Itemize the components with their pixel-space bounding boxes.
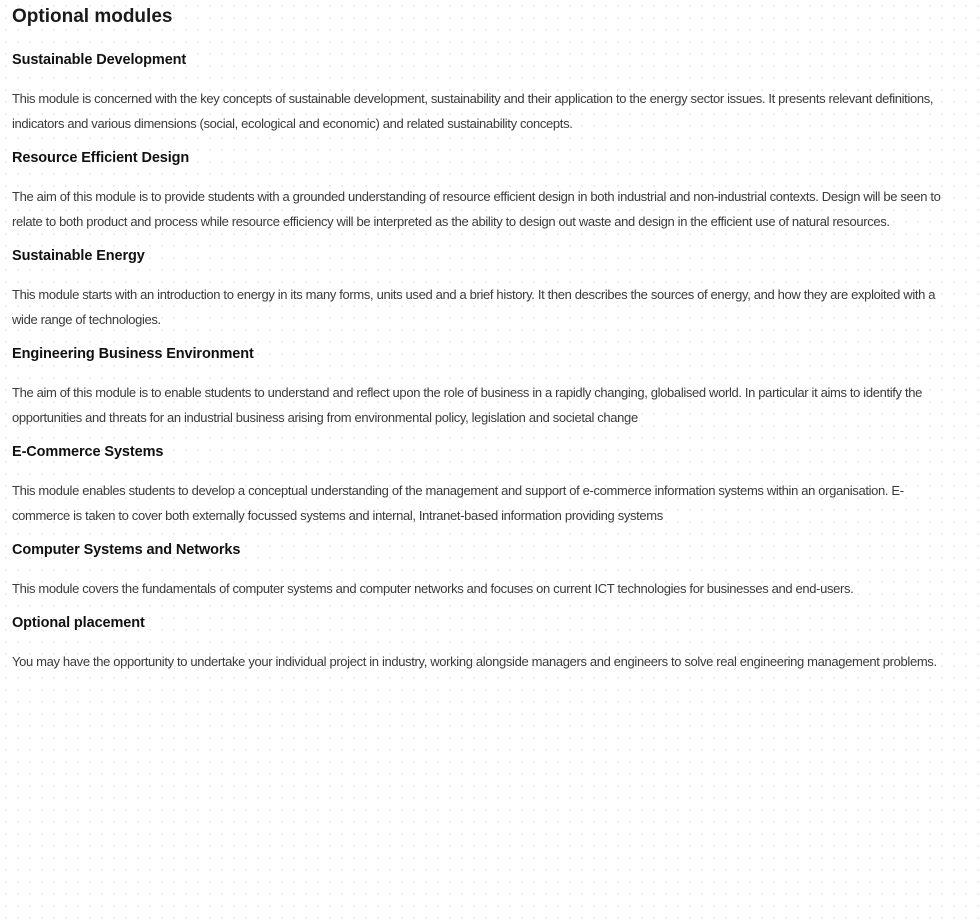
module-description: This module starts with an introduction to energy in its many forms, units used and a brief history. It then describes the sources of energy, and how they are exploited with a wide range of technologies. (12, 287, 936, 327)
page-title: Optional modules (12, 6, 173, 27)
module-title: Computer Systems and Networks (12, 542, 241, 558)
module-title: Sustainable Development (12, 52, 187, 68)
module-description: The aim of this module is to provide students with a grounded understanding of resource efficient design in both industrial and non-industrial contexts. Design will be seen to relate to both product and process while resource efficiency will be interpreted as the ability to design out waste and design in the efficient use of natural resources. (12, 189, 941, 229)
module-engineering-business-environment (12, 344, 942, 430)
module-title: Engineering Business Environment (12, 346, 254, 362)
module-description: The aim of this module is to enable students to understand and reflect upon the role of business in a rapidly changing, globalised world. In particular it aims to identify the opportunities and threats for an industrial business arising from environmental policy, legislation and societal change (12, 385, 922, 425)
module-sustainable-development (12, 50, 942, 136)
module-sustainable-energy (12, 246, 942, 332)
module-title: Optional placement (12, 615, 145, 631)
module-e-commerce-systems (12, 442, 942, 528)
module-description: You may have the opportunity to undertake your individual project in industry, working alongside managers and engineers to solve real engineering management problems. (12, 654, 937, 669)
module-description: This module covers the fundamentals of computer systems and computer networks and focuses on current ICT technologies for businesses and end-users. (12, 581, 854, 596)
module-computer-systems-and-networks (12, 540, 942, 601)
module-title: E-Commerce Systems (12, 444, 164, 460)
module-title: Resource Efficient Design (12, 150, 190, 166)
module-description: This module enables students to develop a conceptual understanding of the management and support of e-commerce information systems within an organisation. E-commerce is taken to cover both externally focussed systems and internal, Intranet-based information providing systems (12, 483, 904, 523)
module-description: This module is concerned with the key concepts of sustainable development, sustainability and their application to the energy sector issues. It presents relevant definitions, indicators and various dimensions (social, ecological and economic) and related sustainability concepts. (12, 91, 934, 131)
module-resource-efficient-design (12, 148, 942, 234)
module-title: Sustainable Energy (12, 248, 145, 264)
optional-modules-page (12, 0, 942, 674)
module-optional-placement (12, 613, 942, 674)
